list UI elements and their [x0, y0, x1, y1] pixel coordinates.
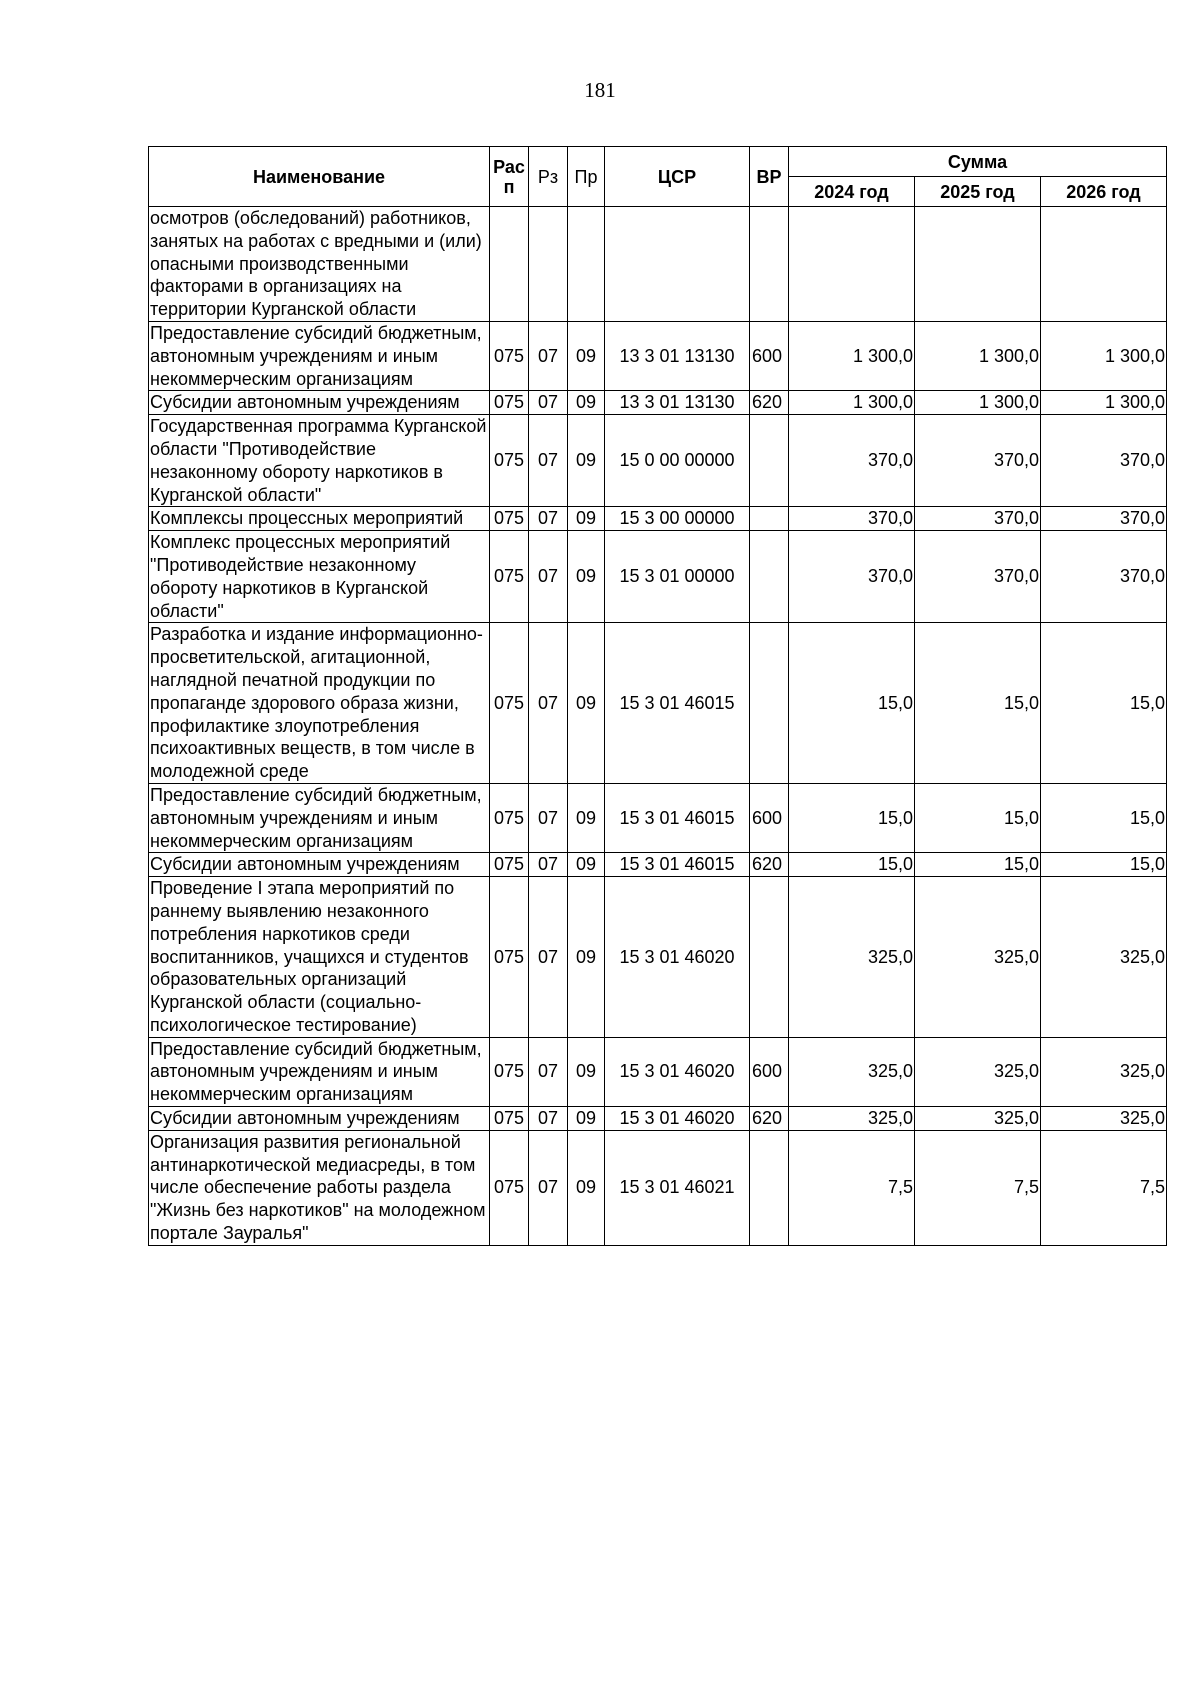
cell-name: Предоставление субсидий бюджетным, автономным учреждениям и иным некоммерческим организациям	[149, 1037, 490, 1106]
cell-name: Организация развития региональной антинаркотической медиасреды, в том числе обеспечение работы раздела "Жизнь без наркотиков" на молодежном портале Зауралья"	[149, 1130, 490, 1245]
cell-csr: 15 3 01 46020	[605, 1037, 750, 1106]
cell-rz: 07	[529, 415, 568, 507]
cell-pr: 09	[568, 1037, 605, 1106]
header-year-2026: 2026 год	[1041, 177, 1167, 207]
header-year-2024: 2024 год	[789, 177, 915, 207]
cell-csr: 15 3 01 46015	[605, 623, 750, 784]
cell-rz: 07	[529, 1107, 568, 1131]
cell-sum-2025: 15,0	[915, 783, 1041, 852]
page-number: 181	[584, 78, 616, 102]
cell-sum-2025: 370,0	[915, 415, 1041, 507]
cell-sum-2025: 7,5	[915, 1130, 1041, 1245]
header-sum: Сумма	[789, 147, 1167, 177]
cell-csr: 15 3 01 46015	[605, 783, 750, 852]
cell-pr: 09	[568, 877, 605, 1038]
cell-sum-2024: 325,0	[789, 1107, 915, 1131]
header-year-2025: 2025 год	[915, 177, 1041, 207]
cell-sum-2024	[789, 207, 915, 322]
header-name: Наименование	[149, 147, 490, 207]
cell-pr: 09	[568, 321, 605, 390]
cell-vr: 620	[750, 853, 789, 877]
cell-rasp: 075	[490, 507, 529, 531]
cell-sum-2025: 1 300,0	[915, 391, 1041, 415]
cell-name: Предоставление субсидий бюджетным, автономным учреждениям и иным некоммерческим организациям	[149, 783, 490, 852]
table-row	[149, 207, 1167, 322]
cell-pr: 09	[568, 783, 605, 852]
cell-rasp: 075	[490, 877, 529, 1038]
cell-csr: 15 3 00 00000	[605, 507, 750, 531]
cell-rasp: 075	[490, 391, 529, 415]
cell-sum-2026: 370,0	[1041, 531, 1167, 623]
cell-csr: 15 3 01 46020	[605, 877, 750, 1038]
cell-sum-2025: 370,0	[915, 507, 1041, 531]
cell-sum-2026: 370,0	[1041, 415, 1167, 507]
cell-name: Предоставление субсидий бюджетным, автономным учреждениям и иным некоммерческим организациям	[149, 321, 490, 390]
cell-rz: 07	[529, 783, 568, 852]
header-rz: Рз	[529, 147, 568, 207]
cell-name: Субсидии автономным учреждениям	[149, 391, 490, 415]
cell-sum-2026: 15,0	[1041, 853, 1167, 877]
cell-sum-2026: 325,0	[1041, 1107, 1167, 1131]
cell-pr: 09	[568, 531, 605, 623]
cell-vr: 600	[750, 321, 789, 390]
cell-sum-2024: 15,0	[789, 853, 915, 877]
cell-rasp	[490, 207, 529, 322]
cell-pr	[568, 207, 605, 322]
cell-rz: 07	[529, 1130, 568, 1245]
cell-name: Субсидии автономным учреждениям	[149, 853, 490, 877]
table-row	[149, 531, 1167, 623]
cell-sum-2024: 1 300,0	[789, 321, 915, 390]
cell-rasp: 075	[490, 623, 529, 784]
cell-rz: 07	[529, 531, 568, 623]
table-row	[149, 877, 1167, 1038]
cell-rasp: 075	[490, 415, 529, 507]
cell-rasp: 075	[490, 853, 529, 877]
cell-sum-2024: 15,0	[789, 623, 915, 784]
cell-sum-2026: 7,5	[1041, 1130, 1167, 1245]
cell-csr: 15 3 01 46020	[605, 1107, 750, 1131]
table-row	[149, 391, 1167, 415]
cell-sum-2025: 1 300,0	[915, 321, 1041, 390]
cell-rasp: 075	[490, 1037, 529, 1106]
header-pr: Пр	[568, 147, 605, 207]
cell-vr: 600	[750, 783, 789, 852]
cell-sum-2026: 1 300,0	[1041, 391, 1167, 415]
cell-rasp: 075	[490, 1130, 529, 1245]
cell-rz: 07	[529, 1037, 568, 1106]
cell-csr: 15 3 01 46015	[605, 853, 750, 877]
cell-vr	[750, 415, 789, 507]
cell-sum-2026: 15,0	[1041, 623, 1167, 784]
cell-rz: 07	[529, 877, 568, 1038]
table-row	[149, 321, 1167, 390]
cell-pr: 09	[568, 853, 605, 877]
cell-name: Комплексы процессных мероприятий	[149, 507, 490, 531]
cell-vr	[750, 507, 789, 531]
cell-sum-2026: 325,0	[1041, 1037, 1167, 1106]
table-row	[149, 1130, 1167, 1245]
budget-table	[148, 146, 1167, 1246]
cell-csr: 15 0 00 00000	[605, 415, 750, 507]
cell-rz: 07	[529, 623, 568, 784]
cell-name: Государственная программа Курганской области "Противодействие незаконному обороту наркотиков в Курганской области"	[149, 415, 490, 507]
cell-rasp: 075	[490, 531, 529, 623]
cell-sum-2025: 15,0	[915, 853, 1041, 877]
cell-sum-2026: 15,0	[1041, 783, 1167, 852]
cell-rz: 07	[529, 853, 568, 877]
cell-sum-2024: 325,0	[789, 877, 915, 1038]
cell-pr: 09	[568, 1107, 605, 1131]
cell-name: Проведение I этапа мероприятий по раннему выявлению незаконного потребления наркотиков среди воспитанников, учащихся и студентов образовательных организаций Курганской области (социально-психологическое тестирование)	[149, 877, 490, 1038]
cell-pr: 09	[568, 623, 605, 784]
cell-rasp: 075	[490, 1107, 529, 1131]
cell-csr: 13 3 01 13130	[605, 321, 750, 390]
table-row	[149, 853, 1167, 877]
cell-sum-2025: 15,0	[915, 623, 1041, 784]
cell-sum-2026: 1 300,0	[1041, 321, 1167, 390]
header-csr: ЦСР	[605, 147, 750, 207]
cell-vr: 620	[750, 391, 789, 415]
table-body	[149, 207, 1167, 1246]
table-header	[149, 147, 1167, 207]
cell-vr: 600	[750, 1037, 789, 1106]
header-rasp: Рас п	[490, 147, 529, 207]
cell-sum-2024: 15,0	[789, 783, 915, 852]
table-row	[149, 623, 1167, 784]
cell-csr	[605, 207, 750, 322]
cell-sum-2024: 370,0	[789, 415, 915, 507]
cell-rz: 07	[529, 321, 568, 390]
cell-sum-2026: 325,0	[1041, 877, 1167, 1038]
cell-sum-2025: 370,0	[915, 531, 1041, 623]
cell-pr: 09	[568, 507, 605, 531]
cell-sum-2024: 7,5	[789, 1130, 915, 1245]
header-vr: ВР	[750, 147, 789, 207]
cell-rz: 07	[529, 507, 568, 531]
cell-sum-2024: 1 300,0	[789, 391, 915, 415]
cell-sum-2025	[915, 207, 1041, 322]
cell-csr: 15 3 01 00000	[605, 531, 750, 623]
cell-vr	[750, 877, 789, 1038]
table-row	[149, 1107, 1167, 1131]
cell-name: Разработка и издание информационно-просветительской, агитационной, наглядной печатной продукции по пропаганде здорового образа жизни, профилактике злоупотребления психоактивных веществ, в том числе в молодежной среде	[149, 623, 490, 784]
cell-name: Субсидии автономным учреждениям	[149, 1107, 490, 1131]
table-row	[149, 415, 1167, 507]
cell-vr	[750, 531, 789, 623]
cell-csr: 15 3 01 46021	[605, 1130, 750, 1245]
cell-sum-2026: 370,0	[1041, 507, 1167, 531]
cell-rz: 07	[529, 391, 568, 415]
cell-name: Комплекс процессных мероприятий "Противодействие незаконному обороту наркотиков в Курганской области"	[149, 531, 490, 623]
cell-vr	[750, 623, 789, 784]
cell-pr: 09	[568, 1130, 605, 1245]
cell-vr: 620	[750, 1107, 789, 1131]
table-row	[149, 783, 1167, 852]
cell-pr: 09	[568, 391, 605, 415]
cell-sum-2025: 325,0	[915, 877, 1041, 1038]
cell-sum-2024: 325,0	[789, 1037, 915, 1106]
cell-vr	[750, 207, 789, 322]
cell-sum-2024: 370,0	[789, 507, 915, 531]
cell-vr	[750, 1130, 789, 1245]
cell-rasp: 075	[490, 321, 529, 390]
table-row	[149, 1037, 1167, 1106]
table-row	[149, 507, 1167, 531]
cell-rz	[529, 207, 568, 322]
cell-rasp: 075	[490, 783, 529, 852]
cell-sum-2025: 325,0	[915, 1037, 1041, 1106]
cell-sum-2026	[1041, 207, 1167, 322]
cell-pr: 09	[568, 415, 605, 507]
cell-name: осмотров (обследований) работников, занятых на работах с вредными и (или) опасными производственными факторами в организациях на территории Курганской области	[149, 207, 490, 322]
cell-sum-2024: 370,0	[789, 531, 915, 623]
cell-csr: 13 3 01 13130	[605, 391, 750, 415]
cell-sum-2025: 325,0	[915, 1107, 1041, 1131]
